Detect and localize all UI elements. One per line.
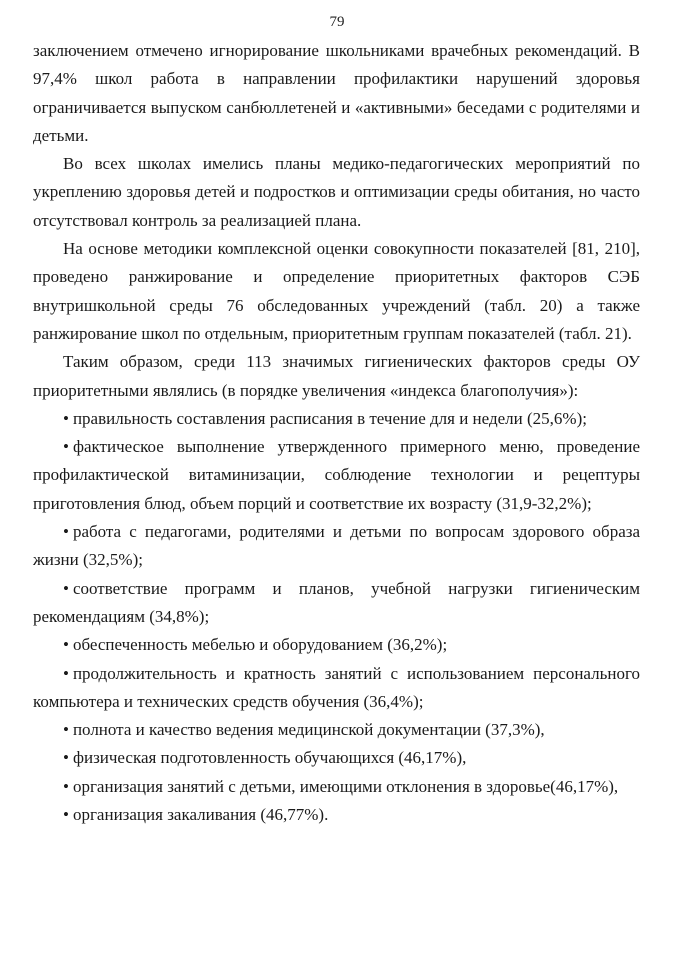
text-body <box>33 37 640 829</box>
list-item <box>33 660 640 717</box>
priority-factors-list <box>33 405 640 829</box>
paragraph-school-plans: Во всех школах имелись планы медико-педагогических мероприятий по укреплению здоровья детей и подростков и оптимизации среды обитания, но часто отсутствовал контроль за реализацией плана. <box>33 154 640 230</box>
list-item-text: обеспеченность мебелью и оборудованием (36,2%); <box>72 635 448 655</box>
list-item-text: соответствие программ и планов, учебной нагрузки гигиеническим рекомендациям (34,8%); <box>33 578 640 626</box>
list-item-text: полнота и качество ведения медицинской документации (37,3%), <box>72 720 545 740</box>
list-item <box>33 716 640 744</box>
list-item <box>33 744 640 772</box>
list-item <box>33 575 640 632</box>
bullet-icon: • <box>63 635 69 655</box>
bullet-icon: • <box>63 720 69 740</box>
bullet-icon: • <box>63 776 69 796</box>
list-item <box>33 405 640 433</box>
list-item <box>33 518 640 575</box>
list-item <box>33 801 640 829</box>
bullet-icon: • <box>63 408 69 428</box>
paragraph-continuation: заключением отмечено игнорирование школьниками врачебных рекомендаций. В 97,4% школ работа в направлении профилактики нарушений здоровья ограничивается выпуском санбюллетеней и «активными» беседами с родителями и детьми. <box>33 41 640 145</box>
paragraph-priority-factors-intro: Таким образом, среди 113 значимых гигиенических факторов среды ОУ приоритетными являлись (в порядке увеличения «индекса благополучия»): <box>33 352 640 400</box>
list-item-text: работа с педагогами, родителями и детьми по вопросам здорового образа жизни (32,5%); <box>33 522 640 570</box>
list-item-text: физическая подготовленность обучающихся (46,17%), <box>72 748 467 768</box>
list-item-text: продолжительность и кратность занятий с использованием персонального компьютера и технических средств обучения (36,4%); <box>33 663 640 711</box>
bullet-icon: • <box>63 748 69 768</box>
list-item <box>33 631 640 659</box>
list-item <box>33 433 640 518</box>
bullet-icon: • <box>63 663 69 683</box>
list-item <box>33 773 640 801</box>
list-item-text: фактическое выполнение утвержденного примерного меню, проведение профилактической витаминизации, соблюдение технологии и рецептуры приготовления блюд, объем порций и соответствие их возрасту (31,9-32,2%); <box>33 437 640 513</box>
page-number: 79 <box>329 14 345 30</box>
paragraph-ranking-method: На основе методики комплексной оценки совокупности показателей [81, 210], проведено ранжирование и определение приоритетных факторов СЭБ внутришкольной среды 76 обследованных учреждений (табл. 20) а также ранжирование школ по отдельным, приоритетным группам показателей (табл. 21). <box>33 239 640 343</box>
bullet-icon: • <box>63 522 69 542</box>
list-item-text: организация закаливания (46,77%). <box>72 805 329 825</box>
bullet-icon: • <box>63 805 69 825</box>
list-item-text: правильность составления расписания в течение для и недели (25,6%); <box>72 408 587 428</box>
bullet-icon: • <box>63 437 69 457</box>
bullet-icon: • <box>63 578 69 598</box>
list-item-text: организация занятий с детьми, имеющими отклонения в здоровье(46,17%), <box>72 776 619 796</box>
